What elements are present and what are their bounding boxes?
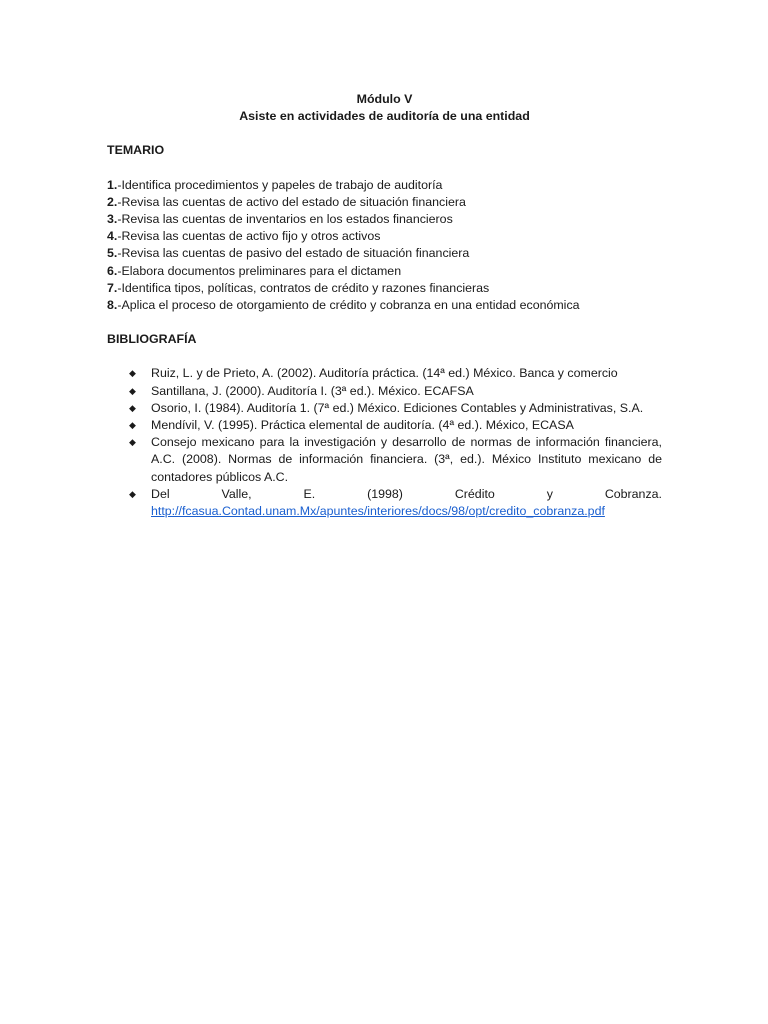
temario-item-number: 3. [107,212,118,227]
temario-item [107,297,662,314]
bibliografia-item-text: Consejo mexicano para la investigación y desarrollo de normas de información financiera, A.C. (2008). Normas de información financiera. (3ª, ed.). México Instituto mexicano de contadores públicos A.C. [151,435,662,484]
temario-item [107,211,662,228]
temario-item-number: 8. [107,298,118,313]
temario-item-number: 4. [107,229,118,244]
bibliografia-heading: BIBLIOGRAFÍA [107,332,197,347]
temario-item-number: 6. [107,263,118,278]
temario-item-number: 5. [107,246,118,261]
temario-item-text: -Identifica procedimientos y papeles de trabajo de auditoría [117,177,443,192]
bibliografia-item [107,383,662,400]
temario-item [107,280,662,297]
bibliografia-item [107,365,662,382]
citation-word: Cobranza. [604,486,662,501]
temario-item-text: -Revisa las cuentas de activo del estado de situación financiera [117,194,466,209]
bibliografia-item [107,417,662,434]
citation-word: Valle, [221,486,252,501]
module-header [107,91,662,125]
module-subtitle: Asiste en actividades de auditoría de una entidad [239,109,530,124]
temario-item-text: -Identifica tipos, políticas, contratos de crédito y razones financieras [117,280,490,295]
temario-item [107,177,662,194]
diamond-bullet-icon: ◆ [129,420,136,431]
citation-word: y [546,486,553,501]
temario-item-text: -Aplica el proceso de otorgamiento de crédito y cobranza en una entidad económica [117,298,580,313]
temario-item-text: -Revisa las cuentas de activo fijo y otros activos [117,229,381,244]
document-content [107,91,662,520]
diamond-bullet-icon: ◆ [129,368,136,379]
bibliografia-citation-line [151,486,662,503]
bibliografia-item-text: Mendívil, V. (1995). Práctica elemental de auditoría. (4ª ed.). México, ECASA [151,418,574,433]
citation-word: Crédito [454,486,495,501]
bibliografia-item-text: Osorio, I. (1984). Auditoría 1. (7ª ed.) México. Ediciones Contables y Administrativas, S.A. [151,400,644,415]
diamond-bullet-icon: ◆ [129,385,136,396]
diamond-bullet-icon: ◆ [129,437,136,448]
temario-item [107,263,662,280]
temario-item-text: -Elabora documentos preliminares para el dictamen [117,263,402,278]
temario-item-text: -Revisa las cuentas de pasivo del estado de situación financiera [117,246,470,261]
temario-heading: TEMARIO [107,143,165,158]
bibliografia-item-text: Santillana, J. (2000). Auditoría I. (3ª ed.). México. ECAFSA [151,383,474,398]
citation-word: Del [151,486,170,501]
temario-item-number: 1. [107,177,118,192]
temario-item [107,228,662,245]
citation-link[interactable]: http://fcasua.Contad.unam.Mx/apuntes/interiores/docs/98/opt/credito_cobranza.pdf [151,504,605,519]
bibliografia-list [107,365,662,520]
temario-item [107,245,662,262]
temario-list [107,177,662,315]
citation-word: (1998) [367,486,403,501]
temario-item-text: -Revisa las cuentas de inventarios en los estados financieros [117,212,453,227]
bibliografia-item [107,434,662,486]
temario-item-number: 2. [107,194,118,209]
citation-word: E. [303,486,316,501]
bibliografia-item-text: Ruiz, L. y de Prieto, A. (2002). Auditoría práctica. (14ª ed.) México. Banca y comercio [151,366,618,381]
temario-item-number: 7. [107,280,118,295]
module-title: Módulo V [356,92,413,106]
diamond-bullet-icon: ◆ [129,402,136,413]
diamond-bullet-icon: ◆ [129,488,136,499]
bibliografia-item [107,486,662,520]
bibliografia-item [107,400,662,417]
temario-item [107,194,662,211]
